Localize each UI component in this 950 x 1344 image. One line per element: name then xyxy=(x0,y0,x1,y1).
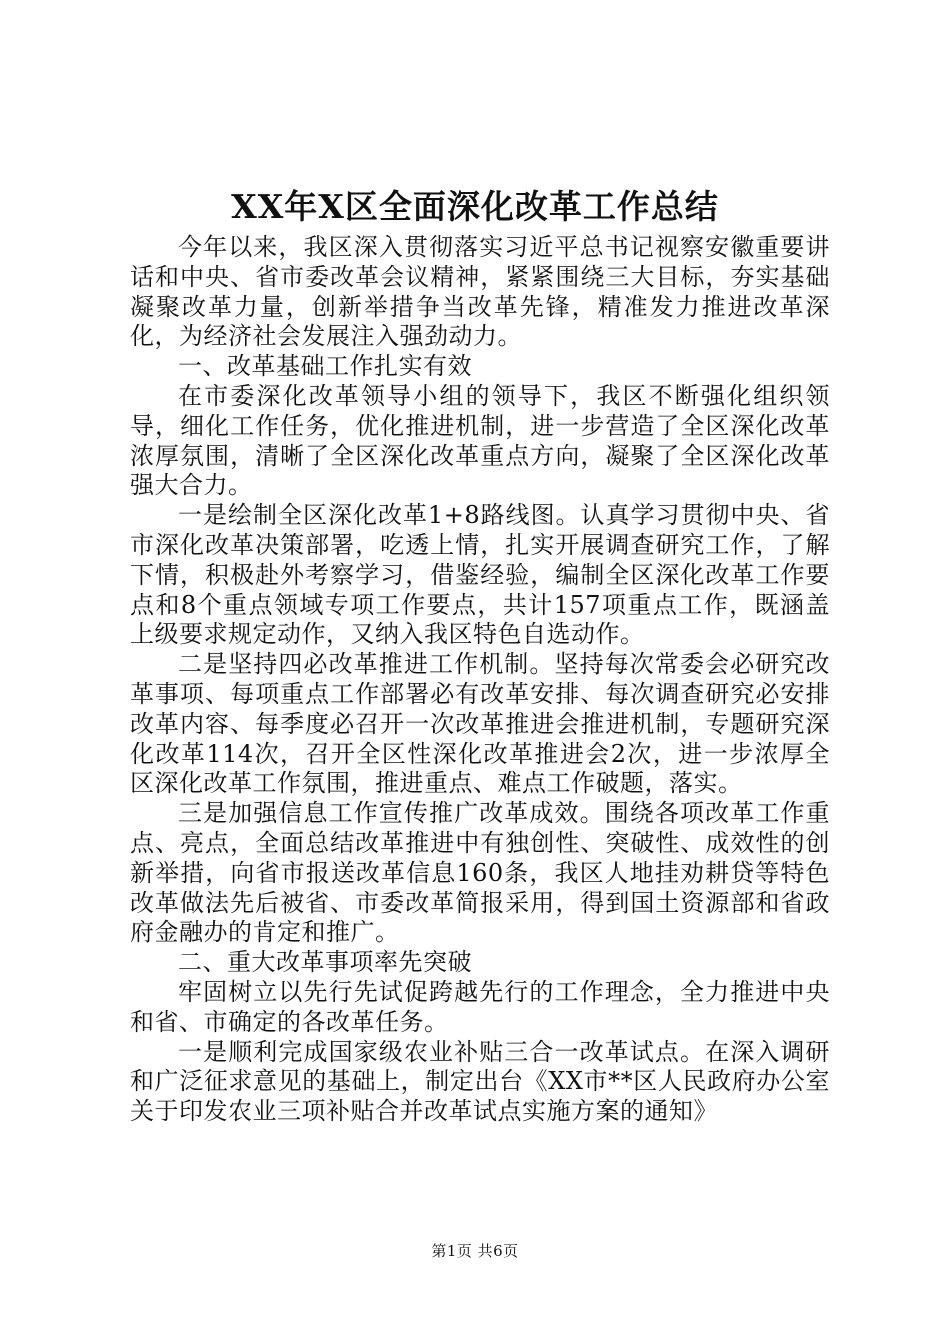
document-title: XX年X区全面深化改革工作总结 xyxy=(231,187,719,226)
document-body xyxy=(130,233,830,1127)
paragraph: 三是加强信息工作宣传推广改革成效。围绕各项改革工作重点、亮点，全面总结改革推进中有独创性、突破性、成效性的创新举措，向省市报送改革信息160条，我区人地挂劝耕贷等特色改革做法先后被省、市委改革简报采用，得到国土资源部和省政府金融办的肯定和推广。 xyxy=(130,799,830,947)
paragraph: 牢固树立以先行先试促跨越先行的工作理念，全力推进中央和省、市确定的各改革任务。 xyxy=(130,977,830,1036)
paragraph-intro: 今年以来，我区深入贯彻落实习近平总书记视察安徽重要讲话和中央、省市委改革会议精神，紧紧围绕三大目标，夯实基础凝聚改革力量，创新举措争当改革先锋，精准发力推进改革深化，为经济社会发展注入强劲动力。 xyxy=(130,233,830,351)
page-number-footer: 第1页 共6页 xyxy=(431,1242,519,1260)
paragraph: 二是坚持四必改革推进工作机制。坚持每次常委会必研究改革事项、每项重点工作部署必有改革安排、每次调查研究必安排改革内容、每季度必召开一次改革推进会推进机制，专题研究深化改革114次，召开全区性深化改革推进会2次，进一步浓厚全区深化改革工作氛围，推进重点、难点工作破题，落实。 xyxy=(130,650,830,798)
section-heading-2: 二、重大改革事项率先突破 xyxy=(178,948,472,977)
paragraph: 一是绘制全区深化改革1+8路线图。认真学习贯彻中央、省市深化改革决策部署，吃透上情，扎实开展调查研究工作，了解下情，积极赴外考察学习，借鉴经验，编制全区深化改革工作要点和8个重点领域专项工作要点，共计157项重点工作，既涵盖上级要求规定动作，又纳入我区特色自选动作。 xyxy=(130,501,830,649)
paragraph: 一是顺利完成国家级农业补贴三合一改革试点。在深入调研和广泛征求意见的基础上，制定出台《XX市**区人民政府办公室关于印发农业三项补贴合并改革试点实施方案的通知》 xyxy=(130,1037,830,1126)
section-heading-1: 一、改革基础工作扎实有效 xyxy=(178,352,472,381)
paragraph: 在市委深化改革领导小组的领导下，我区不断强化组织领导，细化工作任务，优化推进机制，进一步营造了全区深化改革浓厚氛围，清晰了全区深化改革重点方向，凝聚了全区深化改革强大合力。 xyxy=(130,381,830,500)
